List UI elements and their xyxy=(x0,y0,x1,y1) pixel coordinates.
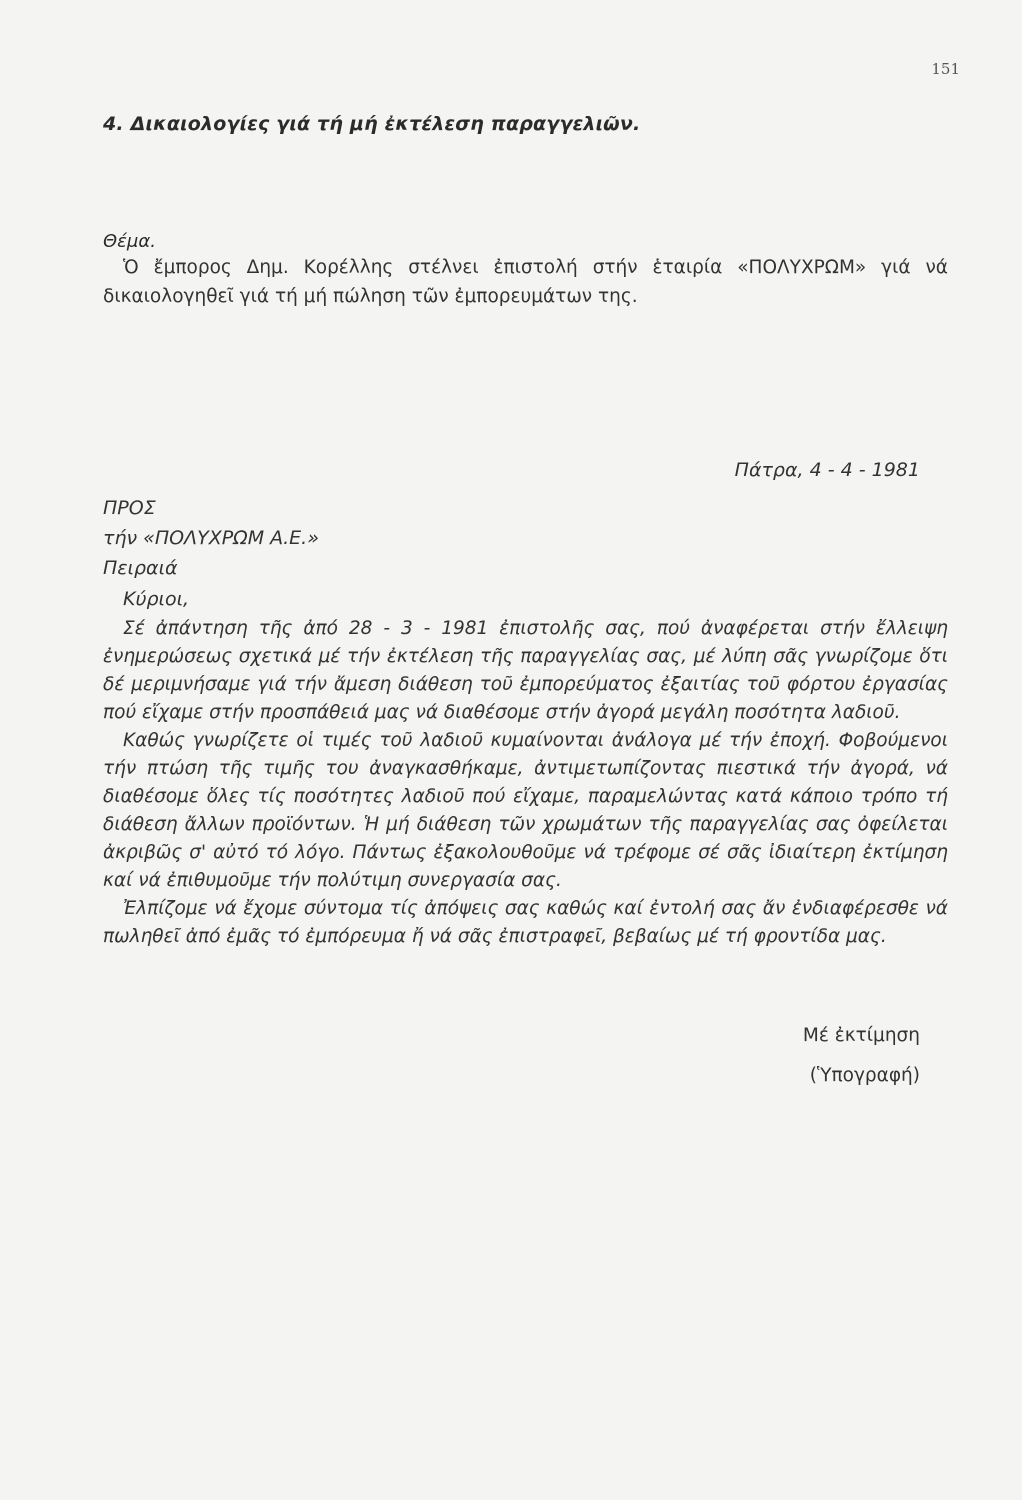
letter-address-line: τήν «ΠΟΛΥΧΡΩΜ Α.Ε.» xyxy=(103,527,319,549)
letter-signature: (Ὑπογραφή) xyxy=(809,1065,920,1086)
subject-text: Ὁ ἔμπορος Δημ. Κορέλλης στέλνει ἐπιστολή στήν ἑταιρία «ΠΟΛΥΧΡΩΜ» γιά νά δικαιολογηθεῖ γιά τή μή πώληση τῶν ἐμπορευμάτων της. xyxy=(103,257,948,307)
letter-paragraph: Σέ ἀπάντηση τῆς ἀπό 28 - 3 - 1981 ἐπιστολῆς σας, πού ἀναφέρεται στήν ἔλλειψη ἐνημερώσεως σχετικά μέ τήν ἐκτέλεση τῆς παραγγελίας σας, μέ λύπη σᾶς γνωρίζομε ὅτι δέ μεριμνήσαμε γιά τήν ἄμεση διάθεση τοῦ ἐμπορεύματος ἐξαιτίας τοῦ φόρτου ἐργασίας πού εἴχαμε στήν προσπάθειά μας νά διαθέσομε στήν ἀγορά μεγάλη ποσότητα λαδιοῦ. xyxy=(103,618,948,723)
letter-body xyxy=(103,493,948,951)
letter-closing: Μέ ἐκτίμηση xyxy=(802,1025,920,1046)
page-number: 151 xyxy=(931,60,960,78)
section-title: 4. Δικαιολογίες γιά τή μή ἐκτέλεση παραγγελιῶν. xyxy=(103,113,641,135)
letter-paragraph: Ἐλπίζομε νά ἔχομε σύντομα τίς ἀπόψεις σας καθώς καί ἐντολή σας ἄν ἐνδιαφέρεσθε νά πωληθεῖ ἀπό ἐμᾶς τό ἐμπόρευμα ἤ νά σᾶς ἐπιστραφεῖ, βεβαίως μέ τή φροντίδα μας. xyxy=(103,898,948,947)
letter-paragraph: Καθώς γνωρίζετε οἱ τιμές τοῦ λαδιοῦ κυμαίνονται ἀνάλογα μέ τήν ἐποχή. Φοβούμενοι τήν πτώση τῆς τιμῆς του ἀναγκασθήκαμε, ἀντιμετωπίζοντας πιεστικά τήν ἀγορά, νά διαθέσομε ὅλες τίς ποσότητες λαδιοῦ πού εἴχαμε, παραμελώντας κατά κάποιο τρόπο τή διάθεση ἄλλων προϊόντων. Ἡ μή διάθεση τῶν χρωμάτων τῆς παραγγελίας σας ὀφείλεται ἀκριβῶς σ' αὐτό τό λόγο. Πάντως ἐξακολουθοῦμε νά τρέφομε σέ σᾶς ἰδιαίτερη ἐκτίμηση καί νά ἐπιθυμοῦμε τήν πολύτιμη συνεργασία σας. xyxy=(103,730,948,891)
subject-label: Θέμα. xyxy=(103,231,156,252)
letter-date: Πάτρα, 4 - 4 - 1981 xyxy=(734,459,920,481)
letter-address-line: ΠΡΟΣ xyxy=(103,497,156,519)
letter-address-line: Πειραιά xyxy=(103,557,178,579)
letter-salutation: Κύριοι, xyxy=(123,588,190,610)
